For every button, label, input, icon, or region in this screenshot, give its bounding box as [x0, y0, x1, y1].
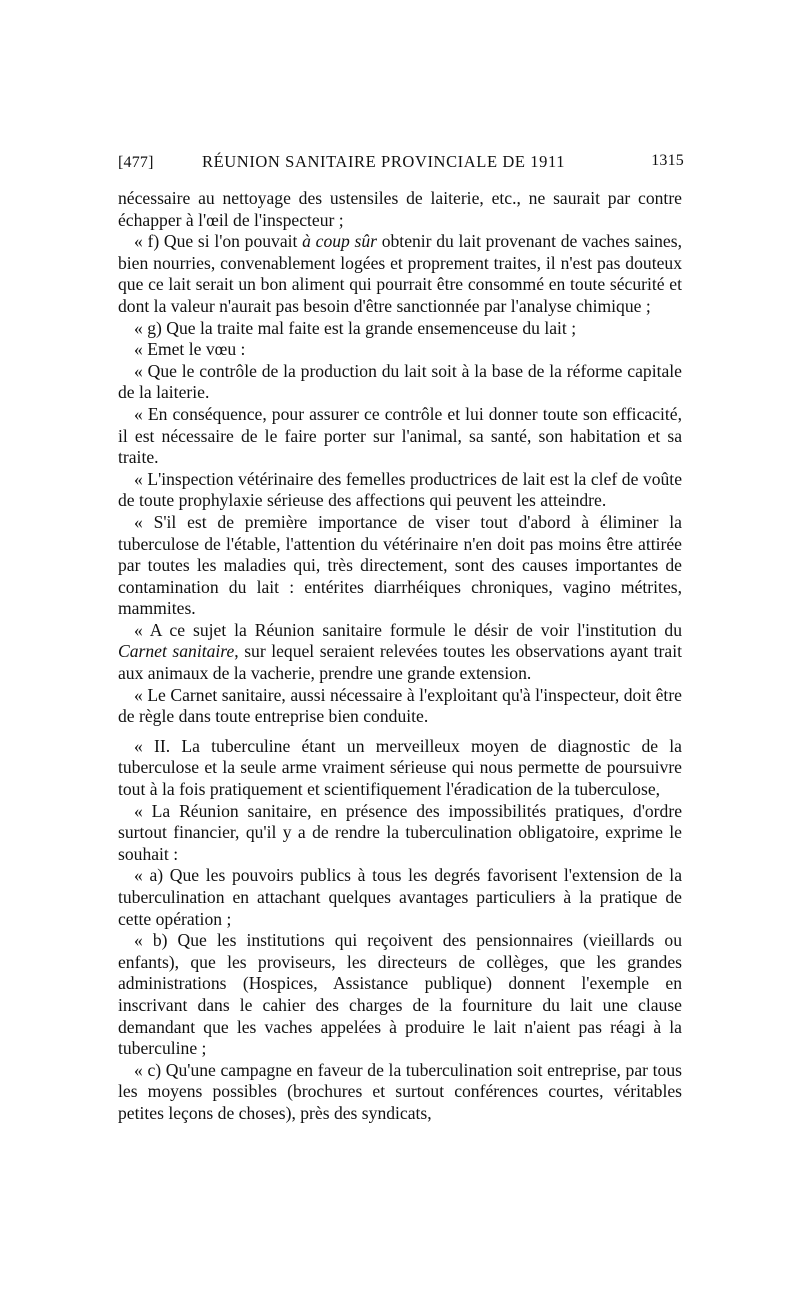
- text-run: « II. La tuberculine étant un merveilleux moyen de diagnostic de la tuberculose et la seule arme vraiment sérieuse qui nous permette de poursuivre tout à la fois pratiquement et scientifiquement l'éradication de la tuberculose,: [118, 735, 682, 800]
- running-header: [118, 152, 682, 178]
- paragraph-p3: [118, 318, 682, 340]
- paragraph-p13: [118, 865, 682, 930]
- text-run: , sur lequel seraient relevées toutes les observations ayant trait aux animaux de la vacherie, prendre une grande extension.: [118, 641, 682, 684]
- text-run: « b) Que les institutions qui reçoivent des pensionnaires (vieillards ou enfants), que les proviseurs, les directeurs de collèges, que les grandes administrations (Hospices, Assistance publique) donnent l'exemple en inscrivant dans le cahier des charges de la fourniture du lait une clause demandant que les vaches appelées à produire le lait n'aient pas réagi à la tuberculine ;: [118, 930, 682, 1059]
- text-run: obtenir du lait provenant de vaches saines, bien nourries, convenablement logées et proprement traites, il n'est pas douteux que ce lait serait un bon aliment qui pourrait être consommé en toute sécurité et dont la valeur n'aurait pas besoin d'être sanctionnée par l'analyse chimique ;: [118, 231, 682, 316]
- text-run: « f) Que si l'on pouvait: [134, 231, 303, 252]
- italic-text: Carnet sanitaire: [118, 641, 235, 662]
- text-run: nécessaire au nettoyage des ustensiles de laiterie, etc., ne saurait par contre échapper à l'œil de l'inspecteur ;: [118, 188, 682, 230]
- paragraph-p1: [118, 188, 682, 231]
- book-page: [118, 152, 682, 1125]
- paragraph-p10: [118, 685, 682, 728]
- text-run: « En conséquence, pour assurer ce contrôle et lui donner toute son efficacité, il est nécessaire de le faire porter sur l'animal, sa santé, son habitation et sa traite.: [118, 403, 682, 468]
- page-number: 1315: [651, 152, 684, 169]
- running-title: RÉUNION SANITAIRE PROVINCIALE DE 1911: [202, 152, 566, 171]
- text-run: « g) Que la traite mal faite est la grande ensemenceuse du lait ;: [134, 317, 577, 338]
- paragraph-p15: [118, 1060, 682, 1125]
- italic-text: à coup sûr: [302, 231, 378, 252]
- paragraph-p6: [118, 404, 682, 469]
- text-run: « c) Qu'une campagne en faveur de la tuberculination soit entreprise, par tous les moyens possibles (brochures et surtout conférences courtes, véritables petites leçons de choses), près des syndicats,: [118, 1059, 682, 1123]
- paragraph-p9: [118, 620, 682, 685]
- text-run: « Que le contrôle de la production du lait soit à la base de la réforme capitale de la laiterie.: [118, 360, 682, 403]
- page-reference: [477]: [118, 154, 154, 171]
- paragraph-p14: [118, 930, 682, 1060]
- text-run: « Emet le vœu :: [134, 339, 246, 360]
- text-run: « La Réunion sanitaire, en présence des impossibilités pratiques, d'ordre surtout financier, qu'il y a de rendre la tuberculination obligatoire, exprime le souhait :: [118, 800, 682, 864]
- paragraph-p4: [118, 339, 682, 361]
- paragraph-p7: [118, 469, 682, 512]
- text-run: « L'inspection vétérinaire des femelles productrices de lait est la clef de voûte de toute prophylaxie sérieuse des affections qui peuvent les atteindre.: [118, 468, 682, 511]
- text-run: « Le Carnet sanitaire, aussi nécessaire à l'exploitant qu'à l'inspecteur, doit être de règle dans toute entreprise bien conduite.: [118, 684, 682, 727]
- paragraph-p5: [118, 361, 682, 404]
- paragraph-p11: [118, 736, 682, 801]
- text-run: « A ce sujet la Réunion sanitaire formule le désir de voir l'institution du: [134, 619, 682, 640]
- paragraph-p2: [118, 231, 682, 317]
- text-run: « S'il est de première importance de viser tout d'abord à éliminer la tuberculose de l'étable, l'attention du vétérinaire n'en doit pas moins être attirée par toutes les maladies qui, très directement, sont des causes importantes de contamination du lait : entérites diarrhéiques chroniques, vagino métrites, mammites.: [118, 511, 682, 619]
- text-run: « a) Que les pouvoirs publics à tous les degrés favorisent l'extension de la tuberculination en attachant quelques avantages particuliers à la pratique de cette opération ;: [118, 865, 682, 929]
- body-text: [118, 188, 682, 1125]
- paragraph-p12: [118, 801, 682, 866]
- paragraph-p8: [118, 512, 682, 620]
